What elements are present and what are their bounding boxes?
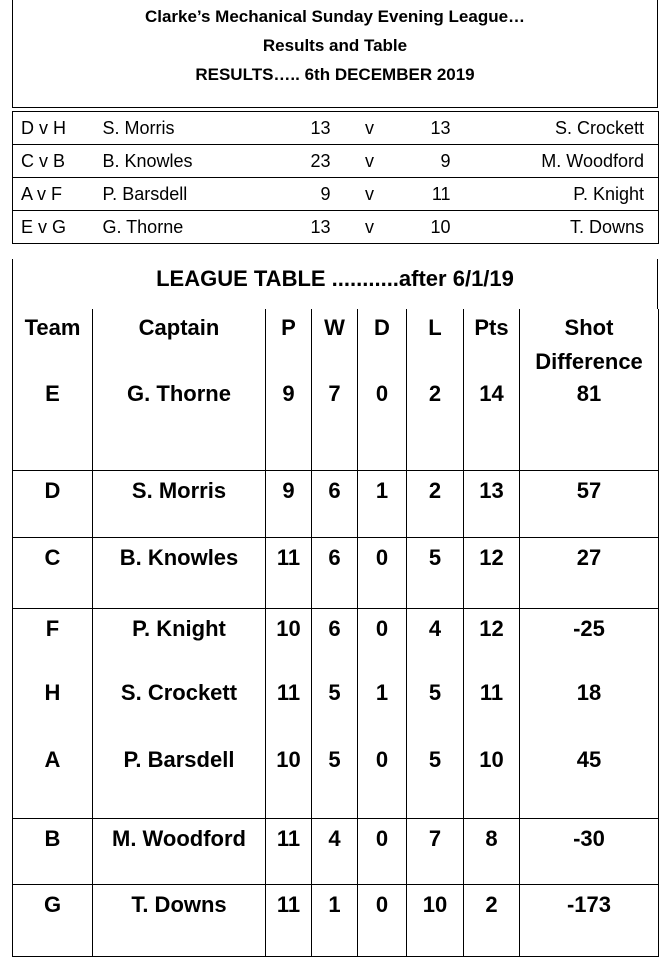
- result-fixture: E v G: [13, 211, 99, 244]
- result-away-captain: P. Knight: [455, 178, 659, 211]
- row-drawn: 0: [358, 818, 407, 884]
- row-team: E: [13, 379, 93, 470]
- result-home-captain: B. Knowles: [99, 145, 259, 178]
- row-played: 9: [266, 470, 312, 537]
- row-team: D: [13, 470, 93, 537]
- result-home-score: 13: [259, 211, 339, 244]
- header-box: [12, 0, 658, 108]
- header-lost: L: [407, 309, 464, 379]
- result-away-captain: T. Downs: [455, 211, 659, 244]
- header-captain: Captain: [93, 309, 266, 379]
- result-away-score: 11: [401, 178, 455, 211]
- result-versus: v: [339, 112, 401, 145]
- row-captain: T. Downs: [93, 884, 266, 956]
- row-points: 2: [464, 884, 520, 956]
- row-points: 12: [464, 537, 520, 608]
- result-row: [13, 112, 659, 145]
- row-points: 14: [464, 379, 520, 470]
- row-drawn: 0: [358, 884, 407, 956]
- row-won: 6: [312, 537, 358, 608]
- table-row: [13, 608, 659, 678]
- row-won: 1: [312, 884, 358, 956]
- row-drawn: 1: [358, 470, 407, 537]
- result-home-captain: S. Morris: [99, 112, 259, 145]
- row-captain: G. Thorne: [93, 379, 266, 470]
- result-versus: v: [339, 211, 401, 244]
- header-team: Team: [13, 309, 93, 379]
- row-drawn: 0: [358, 608, 407, 678]
- results-table: [12, 111, 659, 244]
- result-row: [13, 145, 659, 178]
- row-lost: 5: [407, 537, 464, 608]
- row-points: 8: [464, 818, 520, 884]
- result-home-score: 13: [259, 112, 339, 145]
- row-lost: 7: [407, 818, 464, 884]
- row-played: 9: [266, 379, 312, 470]
- row-shot-difference: 27: [520, 537, 659, 608]
- table-row: [13, 818, 659, 884]
- league-name: Clarke’s Mechanical Sunday Evening League…: [144, 7, 526, 26]
- row-played: 11: [266, 537, 312, 608]
- result-fixture: D v H: [13, 112, 99, 145]
- league-table-title: LEAGUE TABLE ...........after 6/1/19: [12, 259, 658, 309]
- row-captain: P. Barsdell: [93, 745, 266, 818]
- result-away-captain: M. Woodford: [455, 145, 659, 178]
- result-row: [13, 178, 659, 211]
- row-team: A: [13, 745, 93, 818]
- row-captain: M. Woodford: [93, 818, 266, 884]
- row-shot-difference: 45: [520, 745, 659, 818]
- row-shot-difference: 57: [520, 470, 659, 537]
- table-row: [13, 470, 659, 537]
- row-played: 10: [266, 608, 312, 678]
- header-won: W: [312, 309, 358, 379]
- header-shot-line1: Shot: [564, 315, 614, 340]
- header-shot-line2: Difference: [535, 349, 643, 374]
- result-fixture: A v F: [13, 178, 99, 211]
- result-home-captain: G. Thorne: [99, 211, 259, 244]
- row-won: 5: [312, 678, 358, 745]
- row-drawn: 0: [358, 379, 407, 470]
- table-row: [13, 884, 659, 956]
- row-points: 10: [464, 745, 520, 818]
- row-played: 10: [266, 745, 312, 818]
- result-home-score: 9: [259, 178, 339, 211]
- row-captain: B. Knowles: [93, 537, 266, 608]
- row-team: G: [13, 884, 93, 956]
- row-lost: 2: [407, 470, 464, 537]
- row-shot-difference: -25: [520, 608, 659, 678]
- row-played: 11: [266, 818, 312, 884]
- table-row: [13, 379, 659, 470]
- row-team: C: [13, 537, 93, 608]
- row-captain: S. Crockett: [93, 678, 266, 745]
- row-played: 11: [266, 678, 312, 745]
- result-away-score: 10: [401, 211, 455, 244]
- table-row: [13, 745, 659, 818]
- row-drawn: 1: [358, 678, 407, 745]
- row-points: 13: [464, 470, 520, 537]
- row-captain: S. Morris: [93, 470, 266, 537]
- header-points: Pts: [464, 309, 520, 379]
- row-won: 5: [312, 745, 358, 818]
- row-lost: 5: [407, 745, 464, 818]
- result-away-score: 9: [401, 145, 455, 178]
- row-points: 12: [464, 608, 520, 678]
- row-won: 4: [312, 818, 358, 884]
- row-points: 11: [464, 678, 520, 745]
- row-won: 6: [312, 608, 358, 678]
- row-team: B: [13, 818, 93, 884]
- row-lost: 2: [407, 379, 464, 470]
- header-drawn: D: [358, 309, 407, 379]
- results-date-heading: RESULTS….. 6th DECEMBER 2019: [195, 65, 475, 84]
- result-fixture: C v B: [13, 145, 99, 178]
- result-home-captain: P. Barsdell: [99, 178, 259, 211]
- row-shot-difference: 81: [520, 379, 659, 470]
- row-lost: 5: [407, 678, 464, 745]
- result-versus: v: [339, 178, 401, 211]
- result-home-score: 23: [259, 145, 339, 178]
- row-lost: 10: [407, 884, 464, 956]
- table-row: [13, 678, 659, 745]
- result-away-score: 13: [401, 112, 455, 145]
- header-played: P: [266, 309, 312, 379]
- row-team: F: [13, 608, 93, 678]
- result-versus: v: [339, 145, 401, 178]
- row-lost: 4: [407, 608, 464, 678]
- header-shot-difference: [520, 309, 659, 379]
- result-row: [13, 211, 659, 244]
- row-shot-difference: -173: [520, 884, 659, 956]
- row-shot-difference: 18: [520, 678, 659, 745]
- row-captain: P. Knight: [93, 608, 266, 678]
- row-played: 11: [266, 884, 312, 956]
- row-shot-difference: -30: [520, 818, 659, 884]
- result-away-captain: S. Crockett: [455, 112, 659, 145]
- league-table: [12, 309, 659, 957]
- table-row: [13, 537, 659, 608]
- row-team: H: [13, 678, 93, 745]
- row-drawn: 0: [358, 537, 407, 608]
- row-won: 6: [312, 470, 358, 537]
- row-won: 7: [312, 379, 358, 470]
- league-header-row: [13, 309, 659, 379]
- results-and-table-heading: Results and Table: [262, 36, 408, 55]
- row-drawn: 0: [358, 745, 407, 818]
